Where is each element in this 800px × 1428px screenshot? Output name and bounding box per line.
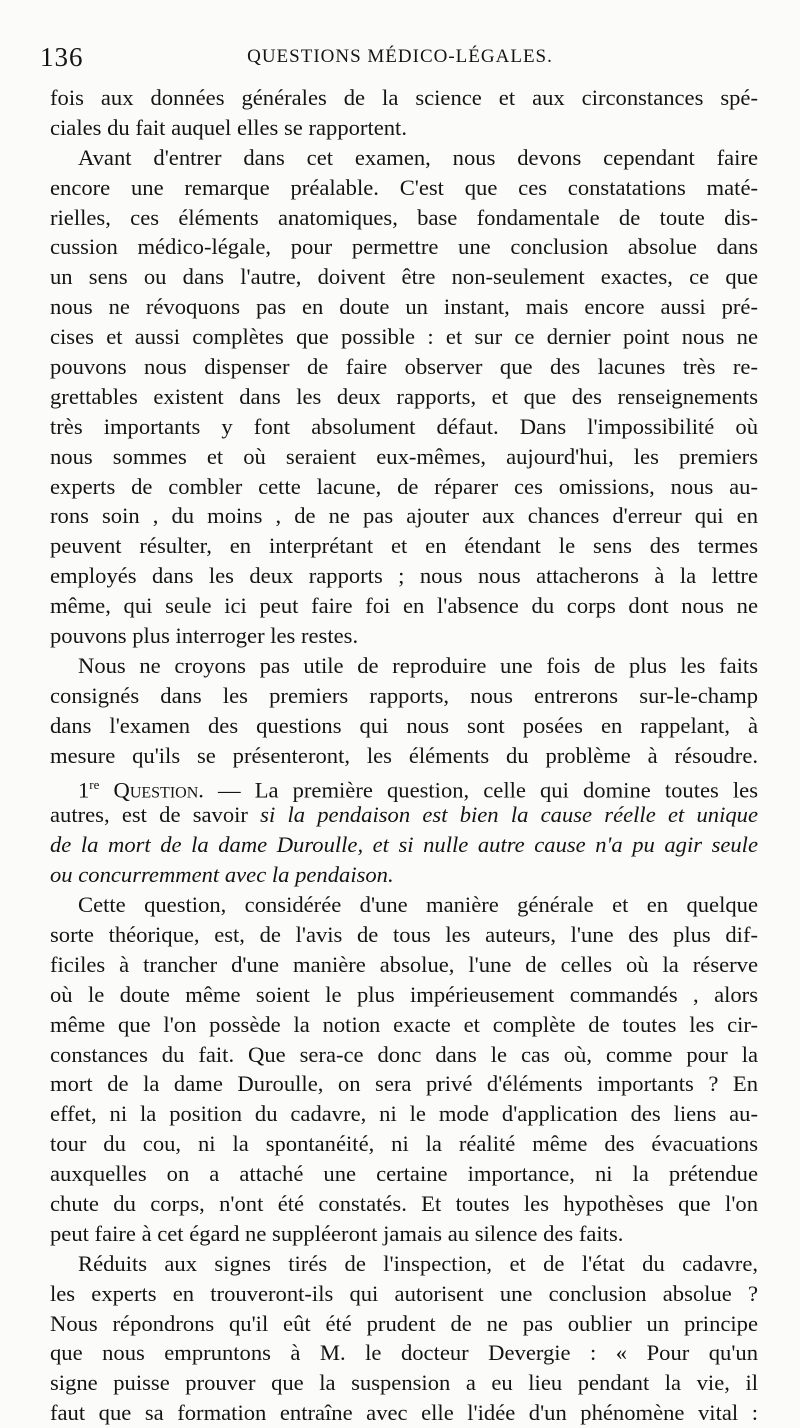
- text-line: tour du cou, ni la spontanéité, ni la réalité même des évacuations: [50, 1131, 758, 1157]
- paragraph: [50, 890, 758, 1249]
- running-header: [40, 42, 760, 72]
- question-number-suffix: re: [89, 777, 100, 793]
- text-line: même que l'on possède la notion exacte et complète de toutes les cir-: [50, 1011, 758, 1037]
- text-line: encore une remarque préalable. C'est que ces constatations maté-: [50, 174, 758, 200]
- text-line: Nous répondrons qu'il eût été prudent de ne pas oublier un principe: [50, 1310, 758, 1336]
- paragraph: [50, 1249, 758, 1428]
- text-line: faut que sa formation entraîne avec elle l'idée d'un phénomène vital :: [50, 1400, 758, 1426]
- question-text: autres, est de savoir: [50, 802, 261, 828]
- question-italic-text: de la mort de la dame Duroulle, et si nulle autre cause n'a pu agir seule: [50, 832, 758, 858]
- text-line: pouvons nous dispenser de faire observer que des lacunes très re-: [50, 354, 758, 380]
- text-line: constances du fait. Que sera-ce donc dans le cas où, comme pour la: [50, 1041, 758, 1067]
- text-line: signe puisse prouver que la suspension a eu lieu pendant la vie, il: [50, 1370, 758, 1396]
- text-line: ciales du fait auquel elles se rapportent.: [50, 114, 407, 140]
- paragraph: [50, 143, 758, 651]
- question-number: 1: [78, 778, 90, 804]
- text-line: [50, 830, 758, 860]
- text-line: un sens ou dans l'autre, doivent être non-seulement exactes, ce que: [50, 264, 758, 290]
- text-line: Nous ne croyons pas utile de reproduire une fois de plus les faits: [78, 652, 758, 678]
- text-line: [50, 860, 758, 890]
- text-line: peuvent résulter, en interprétant et en étendant le sens des termes: [50, 533, 758, 559]
- paragraph: [50, 83, 758, 143]
- text-line: nous sommes et où seraient eux-mêmes, aujourd'hui, les premiers: [50, 443, 758, 469]
- text-line: grettables existent dans les deux rapports, et que des renseignements: [50, 383, 758, 409]
- text-line: que nous empruntons à M. le docteur Devergie : « Pour qu'un: [50, 1340, 758, 1366]
- question-text: La première question, celle qui domine toutes les: [254, 778, 758, 804]
- text-line: cussion médico-légale, pour permettre une conclusion absolue dans: [50, 234, 758, 260]
- text-line: experts de combler cette lacune, de réparer ces omissions, nous au-: [50, 473, 758, 499]
- text-line: consignés dans les premiers rapports, nous entrerons sur-le-champ: [50, 682, 758, 708]
- paragraph: [50, 651, 758, 771]
- question-label: Question.: [113, 778, 204, 804]
- text-line: les experts en trouveront-ils qui autorisent une conclusion absolue ?: [50, 1280, 758, 1306]
- text-line: cises et aussi complètes que possible : et sur ce dernier point nous ne: [50, 324, 758, 350]
- text-line: [50, 770, 758, 804]
- question-italic-text: ou concurremment avec la pendaison.: [50, 862, 394, 888]
- text-line: rons soin , du moins , de ne pas ajouter aux chances d'erreur qui en: [50, 503, 758, 529]
- text-line: dans l'examen des questions qui nous sont posées en rappelant, à: [50, 712, 758, 738]
- text-line: rielles, ces éléments anatomiques, base fondamentale de toute dis-: [50, 204, 758, 230]
- question-paragraph: [50, 770, 758, 890]
- text-line: [50, 800, 758, 830]
- text-line: même, qui seule ici peut faire foi en l'absence du corps dont nous ne: [50, 593, 758, 619]
- text-line: Réduits aux signes tirés de l'inspection, et de l'état du cadavre,: [78, 1250, 758, 1276]
- text-line: nous ne révoquons pas en doute un instant, mais encore aussi pré-: [50, 294, 758, 320]
- page-number: 136: [40, 42, 84, 72]
- text-line: effet, ni la position du cadavre, ni le mode d'application des liens au-: [50, 1101, 758, 1127]
- text-line: ficiles à trancher d'une manière absolue, l'une de celles où la réserve: [50, 951, 758, 977]
- text-line: Cette question, considérée d'une manière générale et en quelque: [78, 892, 758, 918]
- question-italic-text: si la pendaison est bien la cause réelle et unique: [260, 802, 758, 828]
- text-line: fois aux données générales de la science et aux circonstances spé-: [50, 85, 758, 110]
- text-line: peut faire à cet égard ne suppléeront jamais au silence des faits.: [50, 1220, 624, 1246]
- text-line: pouvons plus interroger les restes.: [50, 623, 359, 649]
- text-line: mort de la dame Duroulle, on sera privé d'éléments importants ? En: [50, 1071, 758, 1097]
- text-line: Avant d'entrer dans cet examen, nous devons cependant faire: [78, 144, 758, 170]
- text-line: où le doute même soient le plus impérieusement commandés , alors: [50, 981, 758, 1007]
- body-text: [50, 83, 758, 1428]
- question-dash: —: [203, 778, 255, 804]
- text-line: sorte théorique, est, de l'avis de tous les auteurs, l'une des plus dif-: [50, 921, 758, 947]
- text-line: très importants y font absolument défaut. Dans l'impossibilité où: [50, 413, 758, 439]
- running-title: QUESTIONS MÉDICO-LÉGALES.: [247, 46, 553, 67]
- text-line: chute du corps, n'ont été constatés. Et toutes les hypothèses que l'on: [50, 1190, 758, 1216]
- text-line: employés dans les deux rapports ; nous nous attacherons à la lettre: [50, 563, 758, 589]
- text-line: mesure qu'ils se présenteront, les éléments du problème à résoudre.: [50, 742, 758, 768]
- text-line: auxquelles on a attaché une certaine importance, ni la prétendue: [50, 1161, 758, 1187]
